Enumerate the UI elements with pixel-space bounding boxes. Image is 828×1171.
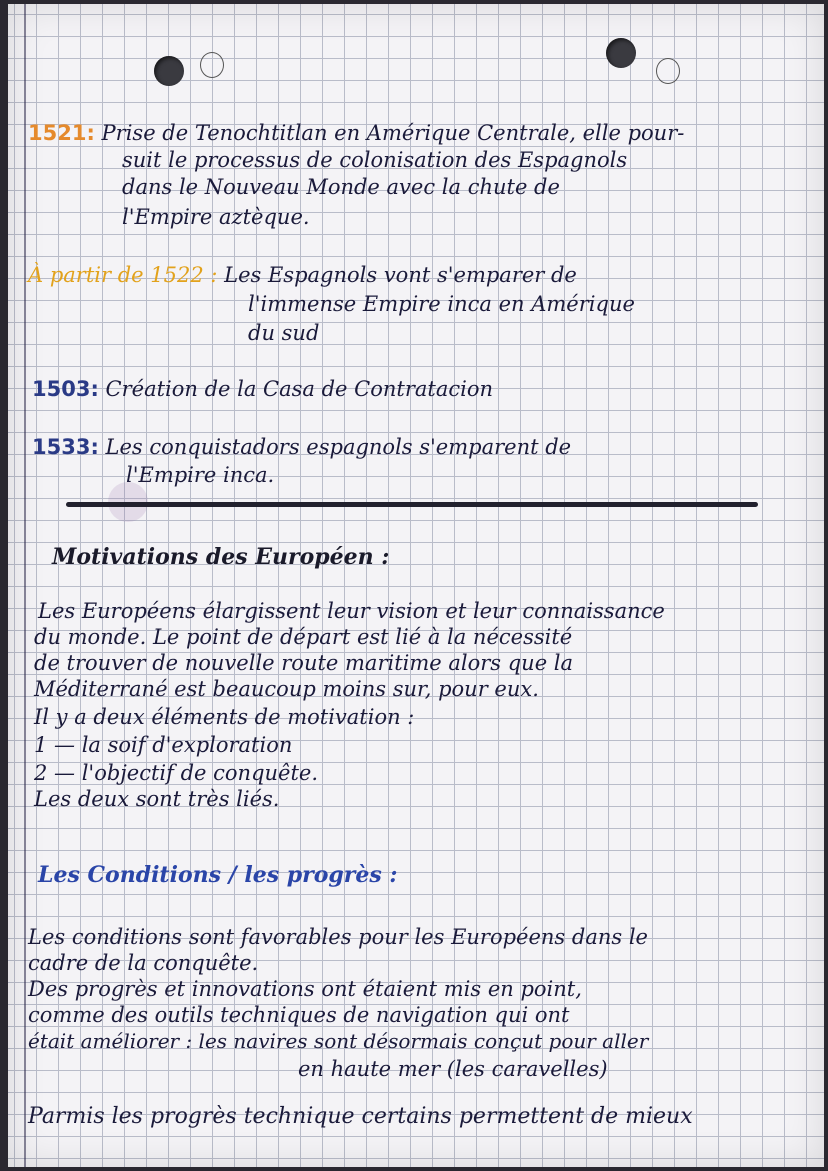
conditions-heading: Les Conditions / les progrès : xyxy=(38,862,398,888)
entry-1521-line-3: dans le Nouveau Monde avec la chute de xyxy=(122,175,560,199)
notebook-page xyxy=(8,4,824,1167)
ring-mark-left xyxy=(200,52,224,78)
conditions-line: Des progrès et innovations ont étaient mis en point, xyxy=(28,977,582,1001)
punch-hole-left xyxy=(154,56,184,86)
date-1503: 1503: xyxy=(32,377,99,401)
conditions-line: en haute mer (les caravelles) xyxy=(298,1057,608,1081)
entry-1521-line-4: l'Empire aztèque. xyxy=(122,205,310,229)
section-divider xyxy=(66,502,758,507)
motivations-line: 2 — l'objectif de conquête. xyxy=(34,761,319,785)
conditions-line: cadre de la conquête. xyxy=(28,951,259,975)
motivations-heading: Motivations des Européen : xyxy=(52,544,390,570)
entry-1503: 1503: Création de la Casa de Contratacion xyxy=(32,377,494,401)
conditions-line: comme des outils techniques de navigation qui ont xyxy=(28,1003,570,1027)
motivations-line: Les Européens élargissent leur vision et leur connaissance xyxy=(38,599,665,623)
entry-1522-line-1: À partir de 1522 : Les Espagnols vont s'emparer de xyxy=(28,263,577,287)
ring-mark-right xyxy=(656,58,680,84)
motivations-line: Il y a deux éléments de motivation : xyxy=(34,705,415,729)
entry-1522-line-3: du sud xyxy=(248,321,320,345)
motivations-line: Méditerrané est beaucoup moins sur, pour eux. xyxy=(34,677,539,701)
date-1521: 1521: xyxy=(28,121,95,145)
motivations-line: Les deux sont très liés. xyxy=(34,787,280,811)
entry-1522-line-2: l'immense Empire inca en Amérique xyxy=(248,292,635,316)
conditions-line: Parmis les progrès technique certains permettent de mieux xyxy=(28,1104,693,1129)
motivations-line: du monde. Le point de départ est lié à la nécessité xyxy=(34,625,573,649)
conditions-line: Les conditions sont favorables pour les Européens dans le xyxy=(28,925,648,949)
margin-line xyxy=(24,4,26,1167)
motivations-line: 1 — la soif d'exploration xyxy=(34,733,293,757)
entry-1533-line-1: 1533: Les conquistadors espagnols s'emparent de xyxy=(32,435,572,459)
entry-1521-line-1: 1521: Prise de Tenochtitlan en Amérique Centrale, elle pour- xyxy=(28,121,685,145)
entry-1533-line-2: l'Empire inca. xyxy=(126,463,275,487)
date-from-1522: À partir de 1522 : xyxy=(28,263,218,287)
punch-hole-right xyxy=(606,38,636,68)
conditions-line: était améliorer : les navires sont désormais conçut pour aller xyxy=(28,1029,649,1053)
date-1533: 1533: xyxy=(32,435,99,459)
entry-1521-line-2: suit le processus de colonisation des Espagnols xyxy=(122,148,628,172)
motivations-line: de trouver de nouvelle route maritime alors que la xyxy=(34,651,574,675)
